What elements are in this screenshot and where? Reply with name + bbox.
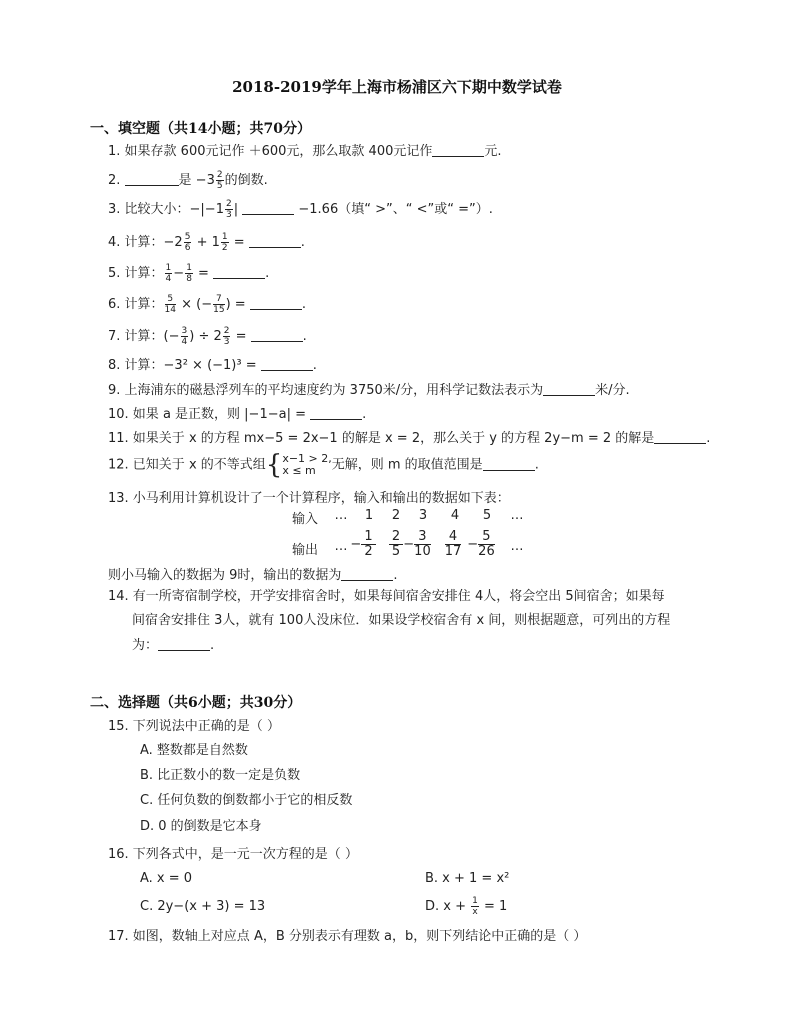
option-a: A. 整数都是自然数 [140,743,248,758]
option-b: B. 比正数小的数一定是负数 [140,768,301,783]
question-2-text: 是 −3 [178,173,215,188]
question-4: 4. 计算：−2 $\frac{5}{6}$ + 1 $\frac{1}{2}$ = . [108,232,305,253]
question-9: 9. 上海浦东的磁悬浮列车的平均速度约为 3750米/分，用科学记数法表示为 米/分. [108,383,630,398]
table-cell: − $\frac{3}{10}$ [403,529,431,559]
section-heading-multiple-choice: 二、选择题（共6小题；共30分） [90,695,302,711]
question-10: 10. 如果 a 是正数，则 |−1−a| = . [108,407,367,422]
answer-blank [543,381,595,396]
question-14: 14. 有一所寄宿制学校，开学安排宿舍时，如果每间宿舍安排住 4人，将会空出 5间宿舍；如果每 [108,589,665,604]
option-d: D. 0 的倒数是它本身 [140,819,262,834]
left-brace: { [265,450,283,480]
table-row-label: 输入 [291,512,318,527]
fraction: $\frac{1}{4}$ [165,263,172,284]
question-3: 3. 比较大小：−|−1 $\frac{2}{3}$ | −1.66（填“ >”、“ <”或“ =”）. [108,199,493,220]
answer-blank [249,233,301,248]
question-11: 11. 如果关于 x 的方程 mx−5 = 2x−1 的解是 x = 2，那么关于 y 的方程 2y−m = 2 的解是 . [108,431,711,446]
question-1-text: 1. 如果存款 600元记作 ＋600元，那么取款 400元记作 [108,144,433,159]
fraction: $\frac{7}{15}$ [213,294,225,315]
answer-blank [158,636,210,651]
question-15: 15. 下列说法中正确的是（ ） [108,719,280,734]
section-heading-fill-in: 一、填空题（共14小题；共70分） [90,121,311,137]
answer-blank [242,200,294,215]
option-c: C. 2y−(x + 3) = 13 [140,899,266,914]
table-cell: − $\frac{5}{26}$ [467,529,495,559]
question-14-line2: 间宿舍安排住 3人，就有 100人没床位．如果设学校宿舍有 x 间，则根据题意，可列出的方程 [132,613,671,628]
table-cell: … [334,508,348,523]
fraction: $\frac{3}{4}$ [181,326,188,347]
option-a: A. x = 0 [140,871,193,886]
question-17: 17. 如图，数轴上对应点 A，B 分别表示有理数 a，b，则下列结论中正确的是（ ） [108,929,587,944]
table-cell: 5 [482,508,492,523]
question-1 [108,142,502,161]
question-6: 6. 计算： $\frac{5}{14}$ × (− $\frac{7}{15}$ ) = . [108,294,306,315]
question-14-line3: 为： . [132,638,215,653]
answer-blank [250,295,302,310]
question-3-suffix: −1.66（填“ >”、“ <”或“ =”）. [298,202,493,217]
question-13-followup: 则小马输入的数据为 9时，输出的数据为 . [108,568,398,583]
option-b: B. x + 1 = x² [425,871,510,886]
table-row-label: 输出 [291,543,318,558]
table-cell: $\frac{4}{17}$ [444,529,462,559]
question-5: 5. 计算： $\frac{1}{4}$ − $\frac{1}{8}$ = . [108,263,270,284]
question-12: 12. 已知关于 x 的不等式组{ x−1 > 2, x ≤ m 无解，则 m 的取值范围是 . [108,450,539,480]
fraction: $\frac{5}{14}$ [164,294,176,315]
table-cell: − $\frac{1}{2}$ [348,530,378,559]
option-c: C. 任何负数的倒数都小于它的相反数 [140,793,353,808]
option-d: D. x + $\frac{1}{x}$ = 1 [425,896,508,917]
question-2-suffix: 的倒数. [224,173,268,188]
question-1-suffix: 元. [484,144,502,159]
inequality-system: x−1 > 2, x ≤ m [282,452,332,477]
answer-blank [341,566,393,581]
table-cell: … [510,539,524,554]
answer-blank [483,456,535,471]
question-2-number: 2. [108,173,125,188]
table-cell: $\frac{2}{5}$ [381,530,411,559]
fraction: $\frac{1}{2}$ [221,232,228,253]
answer-blank [261,356,313,371]
table-cell: … [334,539,348,554]
fraction: $\frac{1}{x}$ [472,896,478,917]
table-cell: 1 [364,508,374,523]
question-3-text: 3. 比较大小：−|−1 [108,202,224,217]
answer-blank [251,327,303,342]
answer-blank [654,429,706,444]
question-13: 13. 小马利用计算机设计了一个计算程序，输入和输出的数据如下表： [108,491,510,506]
question-7: 7. 计算：(− $\frac{3}{4}$ ) ÷ 2 $\frac{2}{3}$ = . [108,326,307,347]
table-cell: … [510,508,524,523]
fraction: $\frac{2}{3}$ [223,326,230,347]
fraction: $\frac{1}{8}$ [186,263,192,284]
fraction: $\frac{5}{6}$ [184,232,191,253]
answer-blank [310,405,362,420]
table-cell: 3 [418,508,428,523]
fraction: $\frac{2}{3}$ [225,199,232,220]
question-8: 8. 计算：−3² × (−1)³ = . [108,358,317,373]
answer-blank [432,142,484,157]
table-cell: 2 [391,508,401,523]
question-16: 16. 下列各式中，是一元一次方程的是（ ） [108,847,358,862]
answer-blank [213,264,265,279]
answer-blank [125,171,179,186]
page-title: 2018-2019学年上海市杨浦区六下期中数学试卷 [232,78,562,96]
table-cell: 4 [450,508,460,523]
question-2 [108,170,268,191]
fraction: $\frac{2}{5}$ [216,170,223,191]
